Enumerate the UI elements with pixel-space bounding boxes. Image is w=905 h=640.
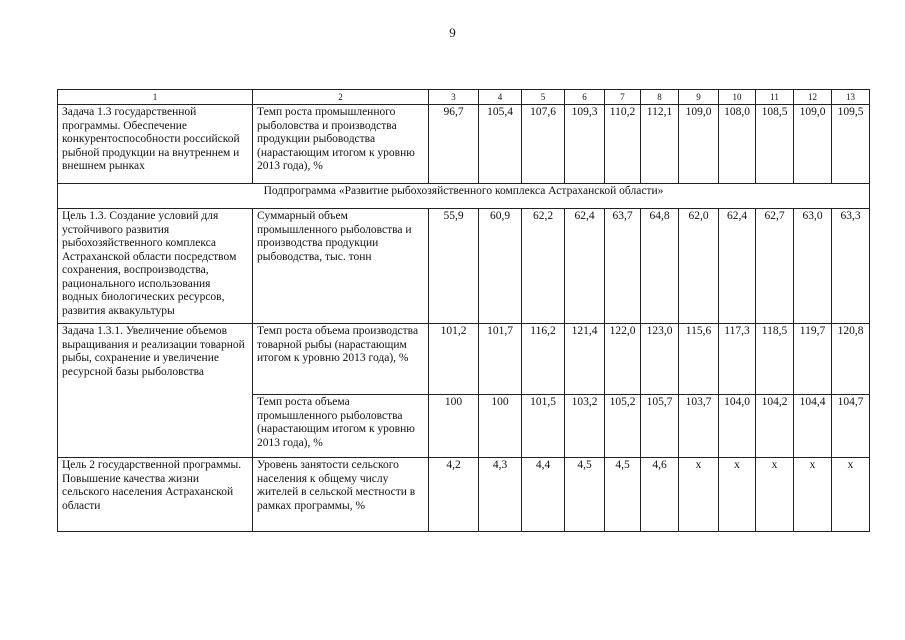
value-cell: 109,5 (832, 105, 870, 184)
header-cell: 4 (479, 90, 522, 105)
header-cell: 3 (429, 90, 479, 105)
header-cell: 2 (253, 90, 429, 105)
value-cell: 96,7 (429, 105, 479, 184)
value-cell: 105,2 (605, 395, 641, 458)
value-cell: 120,8 (832, 324, 870, 395)
header-cell: 9 (679, 90, 719, 105)
header-cell: 1 (58, 90, 253, 105)
indicator-cell: Темп роста объема производства товарной рыбы (нарастающим итогом к уровню 2013 года), % (253, 324, 429, 395)
header-cell: 8 (641, 90, 679, 105)
goal-cell: Цель 2 государственной программы. Повышение качества жизни сельского населения Астраханской области (58, 458, 253, 532)
header-cell: 5 (522, 90, 565, 105)
value-cell: 110,2 (605, 105, 641, 184)
header-cell: 6 (565, 90, 605, 105)
indicator-cell: Уровень занятости сельского населения к общему числу жителей в сельской местности в рамках программы, % (253, 458, 429, 532)
value-cell: 64,8 (641, 209, 679, 324)
value-cell: 122,0 (605, 324, 641, 395)
indicator-cell: Темп роста объема промышленного рыболовства (нарастающим итогом к уровню 2013 года), % (253, 395, 429, 458)
value-cell: х (719, 458, 756, 532)
value-cell: 115,6 (679, 324, 719, 395)
value-cell: 62,7 (756, 209, 794, 324)
value-cell: 60,9 (479, 209, 522, 324)
value-cell: 63,0 (794, 209, 832, 324)
value-cell: 108,0 (719, 105, 756, 184)
value-cell: 108,5 (756, 105, 794, 184)
header-cell: 7 (605, 90, 641, 105)
value-cell: х (679, 458, 719, 532)
value-cell: 119,7 (794, 324, 832, 395)
value-cell: 104,4 (794, 395, 832, 458)
value-cell: 62,4 (565, 209, 605, 324)
value-cell: 105,4 (479, 105, 522, 184)
value-cell: 105,7 (641, 395, 679, 458)
value-cell: 109,0 (794, 105, 832, 184)
goal-cell: Цель 1.3. Создание условий для устойчивого развития рыбохозяйственного комплекса Астраханской области посредством сохранения, воспроизводства, рационального использования водных биологических ресурсов, развития аквакультуры (58, 209, 253, 324)
value-cell: 101,2 (429, 324, 479, 395)
value-cell: 4,3 (479, 458, 522, 532)
value-cell: 112,1 (641, 105, 679, 184)
table-header-row (58, 90, 870, 105)
task-cell: Задача 1.3 государственной программы. Обеспечение конкурентоспособности российской рыбной продукции на внутреннем и внешнем рынках (58, 105, 253, 184)
table-row (58, 105, 870, 184)
indicator-cell: Темп роста промышленного рыболовства и производства продукции рыбоводства (нарастающим итогом к уровню 2013 года), % (253, 105, 429, 184)
value-cell: 101,7 (479, 324, 522, 395)
value-cell: 62,4 (719, 209, 756, 324)
page-number: 9 (449, 25, 456, 40)
subprogram-heading: Подпрограмма «Развитие рыбохозяйственного комплекса Астраханской области» (58, 184, 870, 209)
value-cell: 107,6 (522, 105, 565, 184)
value-cell: 117,3 (719, 324, 756, 395)
value-cell: 100 (479, 395, 522, 458)
value-cell: 104,0 (719, 395, 756, 458)
indicators-table (57, 89, 870, 532)
table-row (58, 458, 870, 532)
value-cell: 116,2 (522, 324, 565, 395)
value-cell: 4,6 (641, 458, 679, 532)
value-cell: х (756, 458, 794, 532)
value-cell: 123,0 (641, 324, 679, 395)
indicator-cell: Суммарный объем промышленного рыболовства и производства продукции рыбоводства, тыс. тонн (253, 209, 429, 324)
value-cell: 109,0 (679, 105, 719, 184)
header-cell: 10 (719, 90, 756, 105)
subprogram-row (58, 184, 870, 209)
value-cell: 104,7 (832, 395, 870, 458)
value-cell: 118,5 (756, 324, 794, 395)
value-cell: 63,7 (605, 209, 641, 324)
value-cell: 101,5 (522, 395, 565, 458)
value-cell: 4,5 (565, 458, 605, 532)
table-row (58, 324, 870, 395)
value-cell: 104,2 (756, 395, 794, 458)
value-cell: 103,2 (565, 395, 605, 458)
value-cell: 62,0 (679, 209, 719, 324)
header-cell: 13 (832, 90, 870, 105)
value-cell: 121,4 (565, 324, 605, 395)
value-cell: 103,7 (679, 395, 719, 458)
value-cell: 4,5 (605, 458, 641, 532)
header-cell: 11 (756, 90, 794, 105)
table-row (58, 209, 870, 324)
value-cell: 62,2 (522, 209, 565, 324)
value-cell: 4,4 (522, 458, 565, 532)
task-cell: Задача 1.3.1. Увеличение объемов выращивания и реализации товарной рыбы, сохранение и увеличение ресурсной базы рыболовства (58, 324, 253, 458)
value-cell: 63,3 (832, 209, 870, 324)
header-cell: 12 (794, 90, 832, 105)
value-cell: 55,9 (429, 209, 479, 324)
value-cell: 109,3 (565, 105, 605, 184)
value-cell: 100 (429, 395, 479, 458)
value-cell: 4,2 (429, 458, 479, 532)
value-cell: х (794, 458, 832, 532)
value-cell: х (832, 458, 870, 532)
